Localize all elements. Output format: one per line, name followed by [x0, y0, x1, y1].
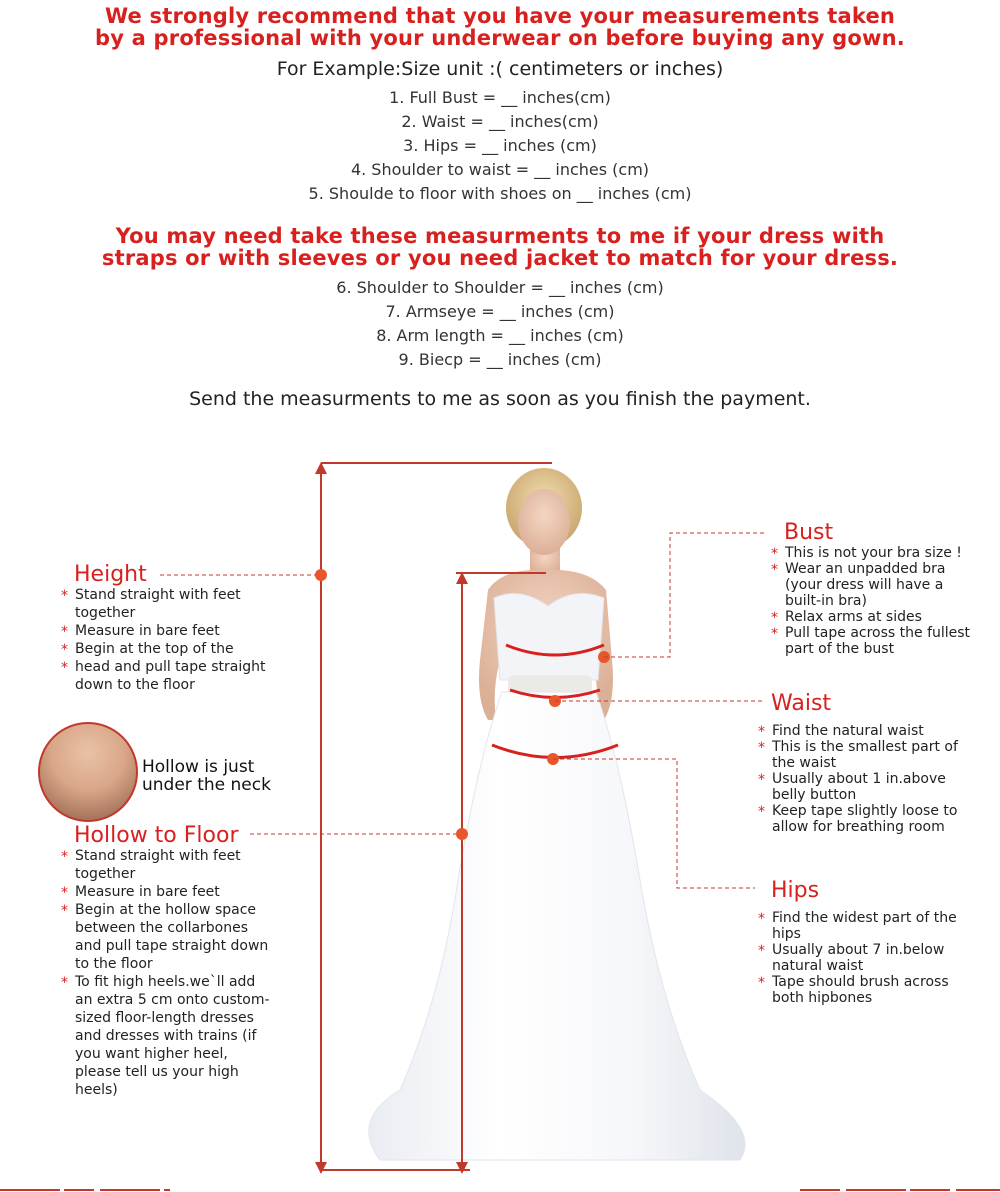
measurement-list-a	[0, 86, 1000, 206]
height-marker	[315, 569, 327, 581]
hollow-note-line2: under the neck	[142, 775, 271, 795]
list-item: * Pull tape across the fullest part of the bust	[771, 625, 971, 657]
list-item: * Usually about 1 in.above belly button	[758, 771, 968, 803]
list-item: * Find the natural waist	[758, 723, 968, 739]
notice-line1: You may need take these measurments to me if your dress with	[115, 224, 885, 248]
waist-title: Waist	[771, 691, 832, 716]
list-item: * Relax arms at sides	[771, 609, 971, 625]
bust-title: Bust	[784, 520, 834, 545]
send-note: Send the measurments to me as soon as you finish the payment.	[189, 388, 811, 410]
list-item: 6. Shoulder to Shoulder = __ inches (cm)	[336, 278, 664, 297]
bodice-shape	[494, 594, 604, 681]
hollow-note-line1: Hollow is just	[142, 757, 255, 777]
list-item: * Begin at the top of the	[61, 640, 266, 658]
list-item: * head and pull tape straight down to the floor	[61, 658, 266, 694]
hollow-neck-image	[38, 722, 138, 822]
list-item: * Stand straight with feet together	[61, 586, 266, 622]
list-item: 8. Arm length = __ inches (cm)	[376, 326, 624, 345]
example-line: For Example:Size unit :( centimeters or inches)	[276, 58, 724, 80]
hollow-marker	[456, 828, 468, 840]
list-item: * To fit high heels.we`ll add an extra 5 cm onto custom-sized floor-length dresses and dresses with trains (if you want higher heel, please tell us your high heels)	[61, 973, 273, 1099]
face-shape	[518, 489, 570, 555]
list-item: * Tape should brush across both hipbones	[758, 974, 958, 1006]
list-item: * Wear an unpadded bra (your dress will have a built-in bra)	[771, 561, 971, 609]
list-item: 2. Waist = __ inches(cm)	[401, 112, 599, 131]
hips-list	[758, 910, 958, 1006]
list-item: 9. Biecp = __ inches (cm)	[398, 350, 602, 369]
bust-leader	[604, 533, 765, 657]
hips-title: Hips	[771, 878, 820, 903]
hollow-note	[142, 758, 271, 794]
list-item: * Find the widest part of the hips	[758, 910, 958, 942]
measurement-list-b	[0, 276, 1000, 372]
list-item: * Measure in bare feet	[61, 622, 266, 640]
hollow-to-floor-list	[61, 847, 273, 1099]
bust-list	[771, 545, 971, 657]
waist-list	[758, 723, 968, 835]
intro-heading-line2: by a professional with your underwear on before buying any gown.	[95, 26, 905, 50]
list-item: * Measure in bare feet	[61, 883, 273, 901]
list-item: * This is not your bra size !	[771, 545, 971, 561]
list-item: 7. Armseye = __ inches (cm)	[385, 302, 615, 321]
intro-heading-line1: We strongly recommend that you have your measurements taken	[104, 4, 896, 28]
list-item: 1. Full Bust = __ inches(cm)	[389, 88, 611, 107]
list-item: 5. Shoulde to floor with shoes on __ inches (cm)	[308, 184, 692, 203]
list-item: * Stand straight with feet together	[61, 847, 273, 883]
list-item: * This is the smallest part of the waist	[758, 739, 968, 771]
height-arrow-bottom	[315, 1162, 327, 1174]
list-item: 3. Hips = __ inches (cm)	[403, 136, 597, 155]
list-item: * Usually about 7 in.below natural waist	[758, 942, 958, 974]
hollow-arrow-bottom	[456, 1162, 468, 1174]
height-title: Height	[74, 562, 147, 587]
list-item: * Keep tape slightly loose to allow for breathing room	[758, 803, 968, 835]
notice-line2: straps or with sleeves or you need jacket to match for your dress.	[101, 246, 899, 270]
list-item: 4. Shoulder to waist = __ inches (cm)	[350, 160, 650, 179]
hollow-to-floor-title: Hollow to Floor	[74, 823, 239, 848]
height-list	[61, 586, 266, 694]
list-item: * Begin at the hollow space between the collarbones and pull tape straight down to the floor	[61, 901, 273, 973]
